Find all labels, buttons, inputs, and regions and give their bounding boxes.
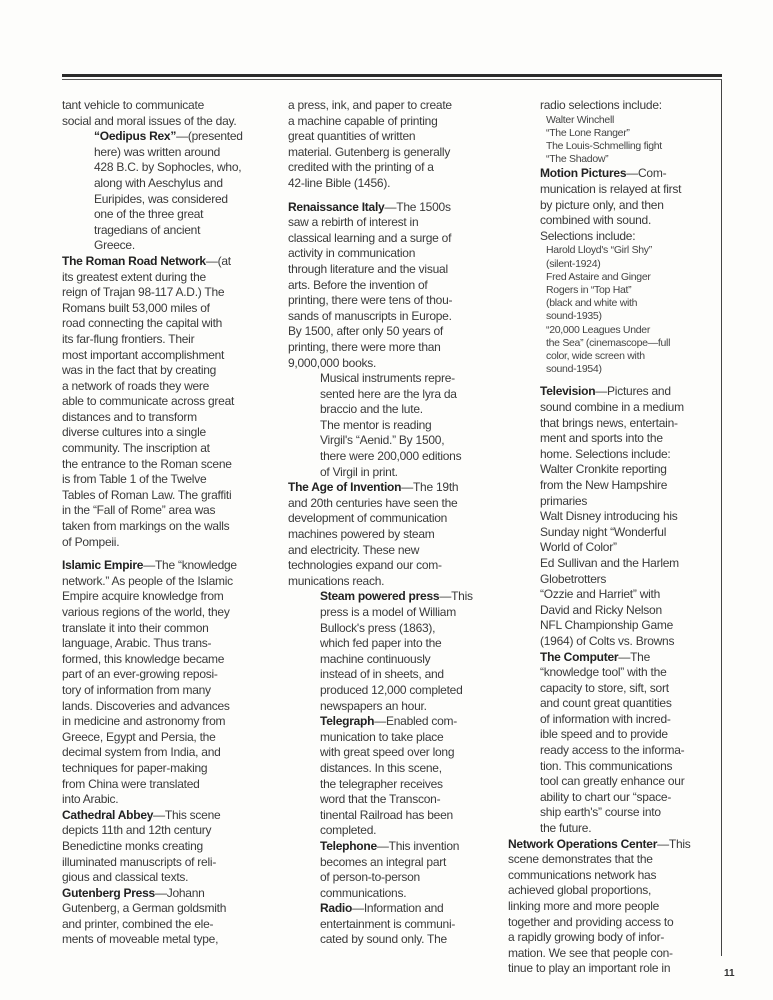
paragraph <box>508 166 723 244</box>
paragraph <box>288 589 503 714</box>
page-number: 11 <box>724 968 735 979</box>
paragraph-text: —Johann Gutenberg, a German goldsmith and printer, combined the ele- ments of moveable metal type, <box>62 885 227 947</box>
section-heading: Steam powered press <box>320 589 440 604</box>
paragraph-text: —Enabled com- munication to take place with great speed over long distances. In this scene, the telegrapher receives word that the Transcon- tinental Railroad has been completed. <box>320 714 458 838</box>
paragraph <box>288 839 503 901</box>
paragraph <box>508 462 723 649</box>
paragraph <box>288 901 503 948</box>
paragraph-text: —This scene depicts 11th and 12th century Benedictine monks creating illuminated manuscripts of reli- gious and classical texts. <box>62 807 221 885</box>
paragraph <box>288 371 503 480</box>
paragraph <box>288 98 503 192</box>
section-heading: Telephone <box>320 838 377 853</box>
paragraph-text: —The “knowledge tool” with the capacity to store, sift, sort and count great quantities of information with incred- ible speed and to provide ready access to the informa- tion. This communications tool can greatly enhance our ability to chart our “space- ship earth's” course into the future. <box>540 649 685 836</box>
paragraph <box>288 200 503 372</box>
paragraph-text: —Pictures and sound combine in a medium that brings news, entertain- ment and sports into the home. Selections include: <box>540 384 684 461</box>
paragraph <box>62 98 277 129</box>
paragraph-text: radio selections include: <box>540 98 662 112</box>
column-2 <box>288 98 503 948</box>
paragraph-text: Harold Lloyd's “Girl Shy” (silent-1924) Fred Astaire and Ginger Rogers in “Top Hat” (black and white with sound-1935) “20,000 Leagues Under the Sea” (cinemascope—full color, wide screen with sound-1954) <box>546 244 671 376</box>
section-heading: Television <box>540 384 596 399</box>
section-heading: Radio <box>320 901 353 916</box>
paragraph <box>62 129 277 254</box>
section-heading: Telegraph <box>320 714 375 729</box>
section-heading: The Roman Road Network <box>62 253 206 268</box>
paragraph-text: —Com- munication is relayed at first by picture only, and then combined with sound. Selections include: <box>540 166 682 243</box>
column-3 <box>508 98 723 977</box>
paragraph <box>288 714 503 839</box>
section-heading: Cathedral Abbey <box>62 807 154 822</box>
paragraph-text: —The 1500s saw a rebirth of interest in classical learning and a surge of activity in communication through literature and the visual arts. Before the invention of printing, there were tens of thou- sands of manuscripts in Europe. By 1500, after only 50 years of printing, there were more than 9,000,000 books. <box>288 199 453 370</box>
paragraph <box>508 98 723 114</box>
section-heading: Gutenberg Press <box>62 885 155 900</box>
paragraph <box>62 808 277 886</box>
paragraph-text: —The 19th and 20th centuries have seen the development of communication machines powered by steam and electricity. These new technologies expand our com- munications reach. <box>288 480 459 588</box>
paragraph-text: Walter Cronkite reporting from the New Hampshire primaries Walt Disney introducing his Sunday night “Wonderful World of Color” Ed Sullivan and the Harlem Globetrotters “Ozzie and Harriet” with David and Ricky Nelson NFL Championship Game (1964) of Colts vs. Browns <box>540 462 679 648</box>
paragraph-text: tant vehicle to communicate social and moral issues of the day. <box>62 98 237 128</box>
section-heading: “Oedipus Rex” <box>94 129 177 144</box>
paragraph <box>288 480 503 589</box>
column-1 <box>62 98 277 948</box>
section-heading: Motion Pictures <box>540 166 627 181</box>
section-heading: The Computer <box>540 649 619 664</box>
paragraph-text: —This scene demonstrates that the communications network has achieved global proportions, linking more and more people together and providing access to a rapidly growing body of infor- mation. We see that people con- tinue to play an important role in <box>508 836 691 976</box>
section-heading: Islamic Empire <box>62 558 144 573</box>
paragraph-text: —(presented here) was written around 428 B.C. by Sophocles, who, along with Aeschylus and Euripides, was considered one of the three great tragedians of ancient Greece. <box>94 129 243 253</box>
paragraph <box>62 254 277 550</box>
selection-list <box>508 244 723 376</box>
paragraph-text: a press, ink, and paper to create a machine capable of printing great quantities of written material. Gutenberg is generally credited with the printing of a 42-line Bible (1456). <box>288 98 452 190</box>
top-rule <box>62 74 722 77</box>
paragraph-text: Musical instruments repre- sented here are the lyra da braccio and the lute. The mentor is reading Virgil's “Aenid.” By 1500, there were 200,000 editions of Virgil in print. <box>320 371 462 479</box>
paragraph <box>508 650 723 837</box>
section-heading: Network Operations Center <box>508 836 658 851</box>
paragraph-text: —This invention becomes an integral part of person-to-person communications. <box>320 838 460 900</box>
paragraph <box>62 558 277 808</box>
paragraph <box>508 837 723 977</box>
paragraph-text: Walter Winchell “The Lone Ranger” The Louis-Schmelling fight “The Shadow” <box>546 113 662 166</box>
section-heading: The Age of Invention <box>288 480 402 495</box>
paragraph <box>62 886 277 948</box>
paragraph-text: —The “knowledge network.” As people of the Islamic Empire acquire knowledge from various regions of the world, they translate it into their common language, Arabic. Thus trans- formed, this knowledge became part of an ever-growing reposi- tory of information from many lands. Discoveries and advances in medicine and astronomy from Greece, Egypt and Persia, the decimal system from India, and techniques for paper-making from China were translated into Arabic. <box>62 558 237 807</box>
paragraph-text: —Information and entertainment is communi- cated by sound only. The <box>320 901 456 947</box>
paragraph <box>508 384 723 462</box>
section-heading: Renaissance Italy <box>288 199 385 214</box>
paragraph-text: —This press is a model of William Bullock's press (1863), which fed paper into the machine continuously instead of in sheets, and produced 12,000 completed newspapers an hour. <box>320 589 473 713</box>
top-rule-thin <box>62 79 722 80</box>
selection-list <box>508 114 723 167</box>
paragraph-text: —(at its greatest extent during the reign of Trajan 98-117 A.D.) The Romans built 53,000 miles of road connecting the capital with its far-flung frontiers. Their most important accomplishment was in the fact that by creating a network of roads they were able to communicate across great distances and to transform diverse cultures into a single community. The inscription at the entrance to the Roman scene is from Table 1 of the Twelve Tables of Roman Law. The graffiti in the “Fall of Rome” area was taken from markings on the walls of Pompeii. <box>62 253 235 549</box>
